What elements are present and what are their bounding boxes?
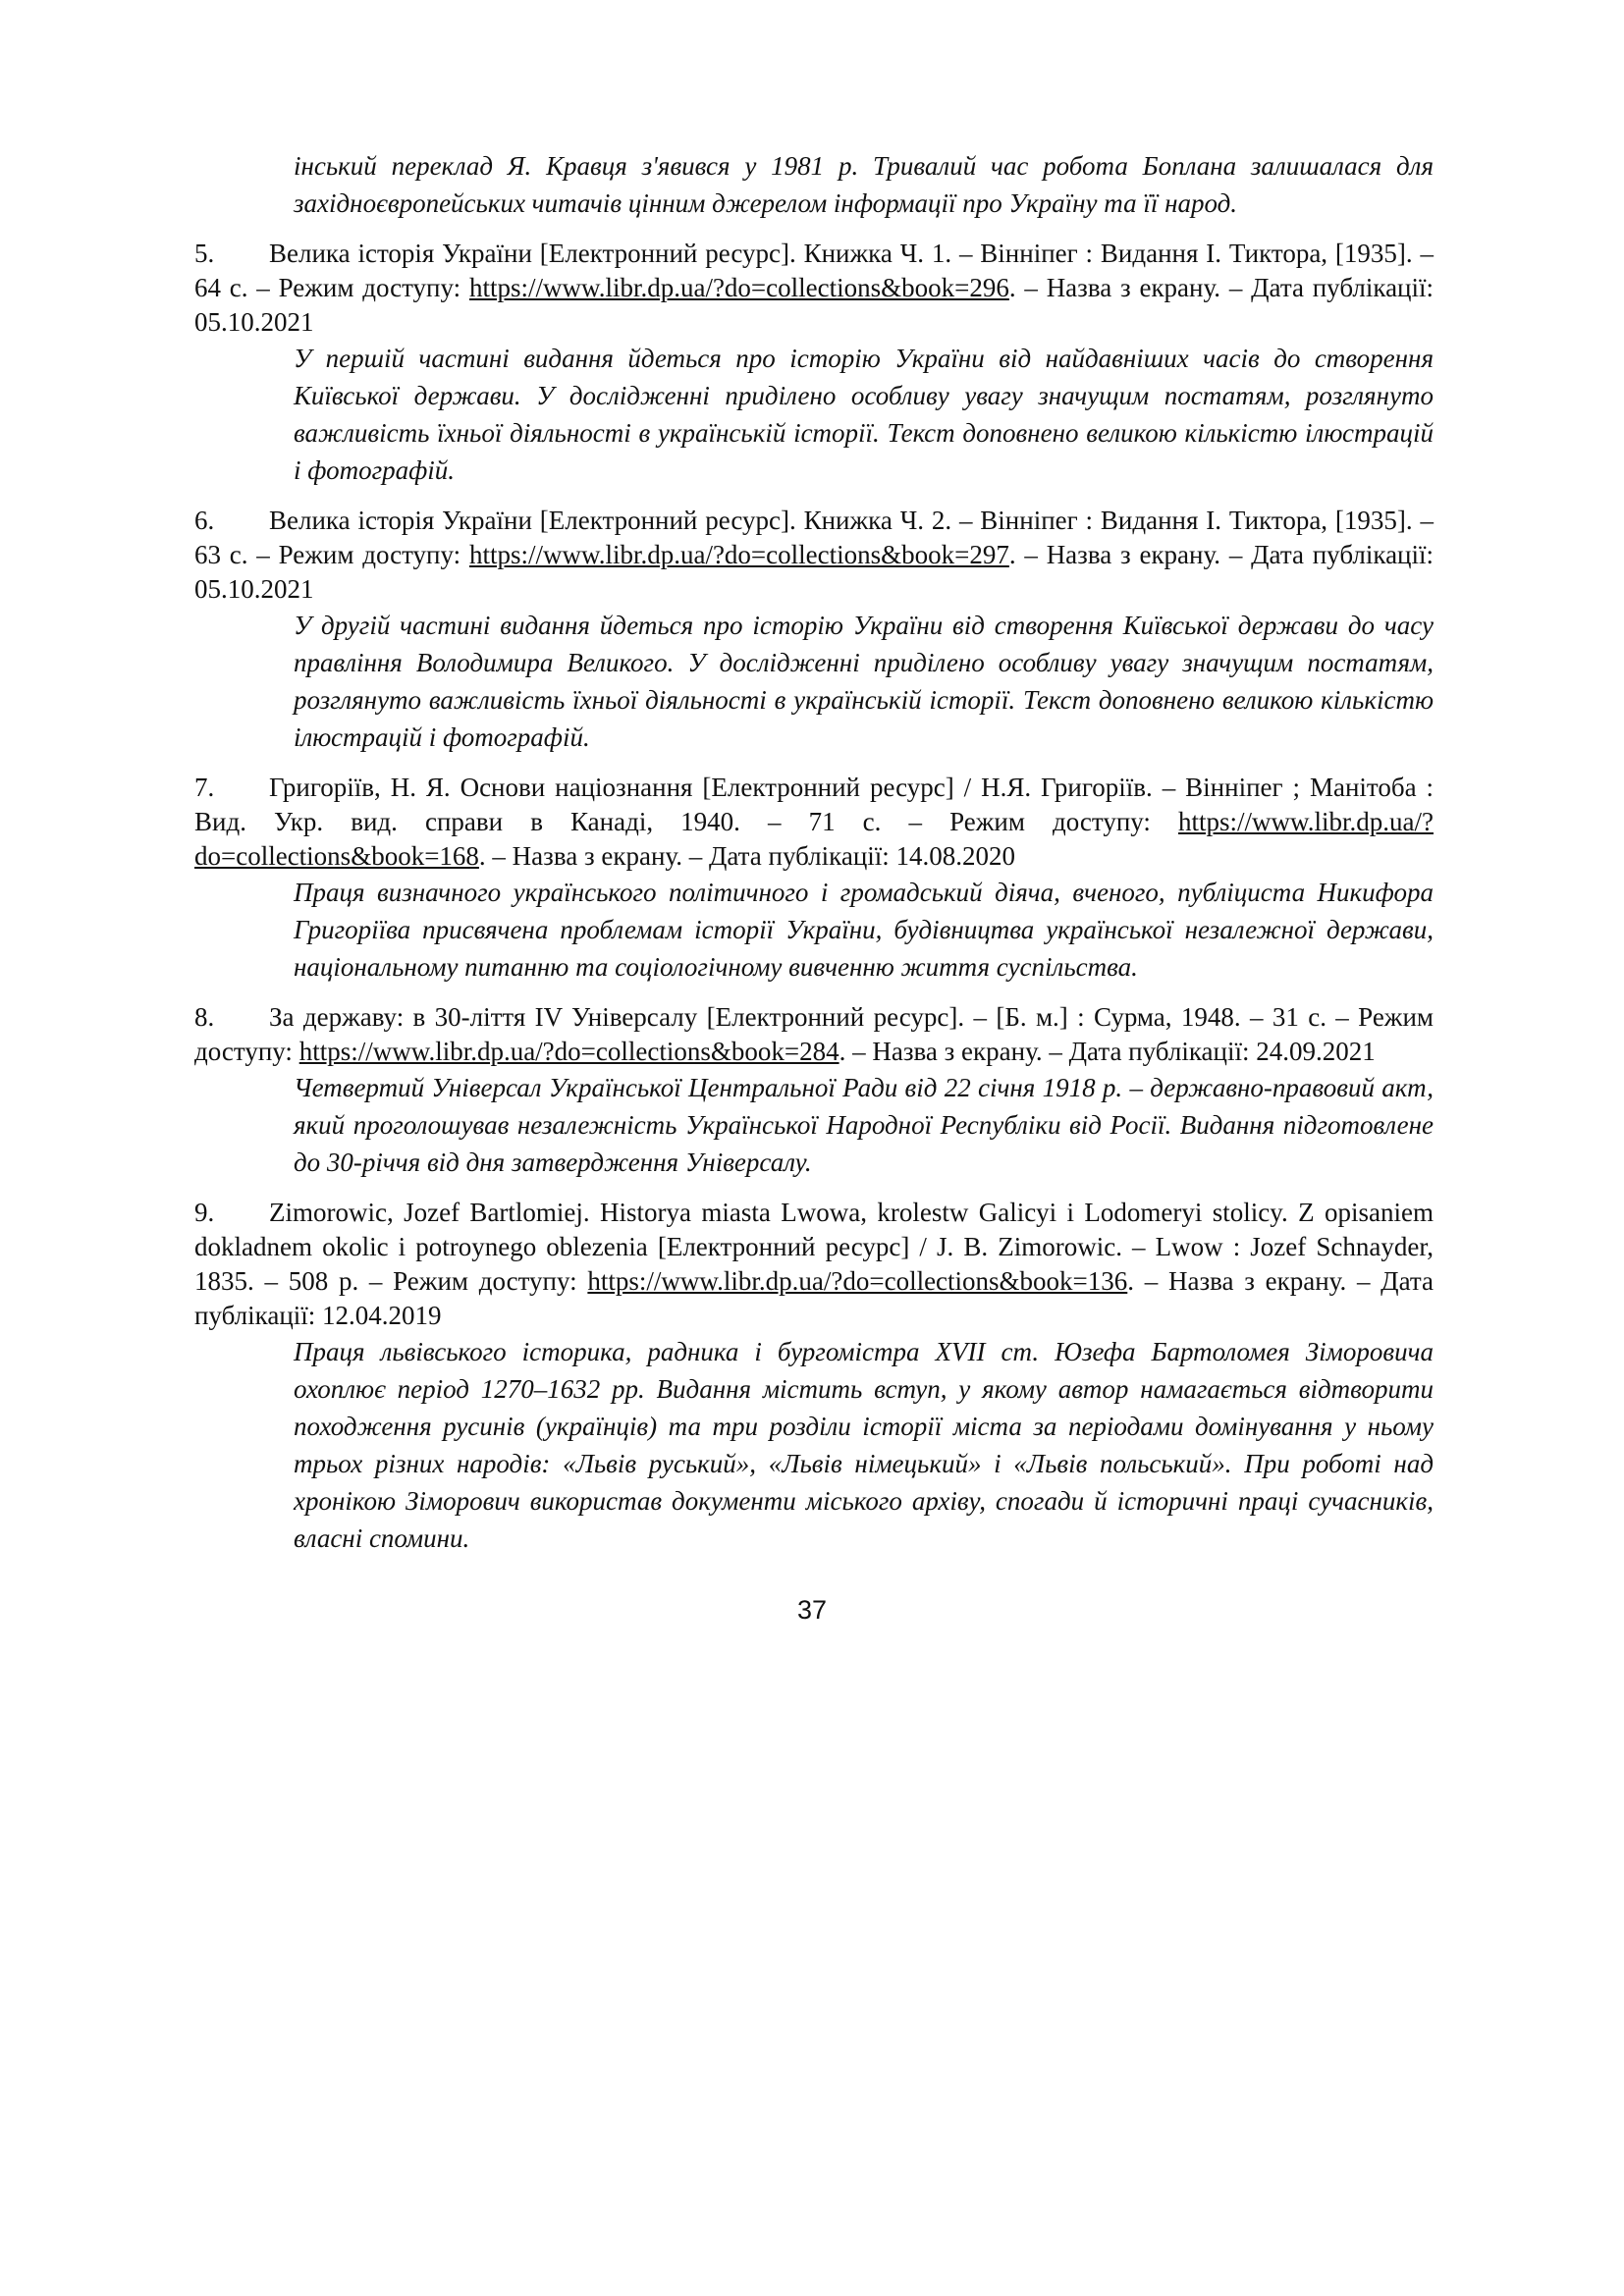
citation-text: Григоріїв, Н. Я. Основи націознання [Електронний ресурс] / Н.Я. Григоріїв. – Вінніпег ; Манітоба : Вид. Укр. вид. справи в Канаді, 1940. – 71 с. – Режим доступу: — [194, 773, 1434, 836]
annotation: Четвертий Універсал Української Центральної Ради від 22 січня 1918 р. – державно-правовий акт, який проголошував незалежність Української Народної Республіки від Росії. Видання підготовлене до 30-річчя від дня затвердження Універсалу. — [294, 1073, 1434, 1177]
list-item — [194, 237, 1434, 489]
citation-text: Zimorowic, Jozef Bartlomiej. Historya miasta Lwowa, krolestw Galicyi i Lodomeryi stolicy. Z opisaniem dokladnem okolic i potroynego oblezenia [Електронний ресурс] / J. B. Zimorowic. – Lwow : Jozef Schnayder, 1835. – 508 p. – Режим доступу: — [194, 1198, 1434, 1296]
annotation: Праця львівського історика, радника і бургомістра XVII ст. Юзефа Бартоломея Зіморовича охоплює період 1270–1632 рр. Видання містить вступ, у якому автор намагається відтворити походження русинів (українців) та три розділи історії міста за періодами домінування у ньому трьох різних народів: «Львів руський», «Львів німецький» і «Львів польський». При роботі над хронікою Зіморович використав документи міського архіву, спогади й історичні праці сучасників, власні спомини. — [294, 1337, 1434, 1553]
list-item — [194, 504, 1434, 756]
citation-text: . – Назва з екрану. – Дата публікації: 12.04.2019 — [194, 1266, 1434, 1330]
entry-number: 8. — [194, 1002, 215, 1032]
resource-link[interactable]: https://www.libr.dp.ua/?do=collections&book=168 — [194, 807, 1434, 871]
list-item — [194, 1196, 1434, 1557]
citation — [194, 237, 1434, 340]
resource-link[interactable]: https://www.libr.dp.ua/?do=collections&book=136 — [587, 1266, 1128, 1296]
annotation: У другій частині видання йдеться про історію України від створення Київської держави до часу правління Володимира Великого. У дослідженні приділено особливу увагу значущим постатям, розглянуто важливість їхньої діяльності в українській історії. Текст доповнено великою кількістю ілюстрацій і фотографій. — [294, 611, 1434, 752]
citation-text: . – Назва з екрану. – Дата публікації: 05.10.2021 — [194, 273, 1434, 337]
document-page — [194, 147, 1434, 1557]
list-item — [194, 771, 1434, 986]
annotation: Праця визначного українського політичного і громадський діяча, вченого, публіциста Никифора Григоріїва присвячена проблемам історії України, будівництва української незалежної держави, національному питанню та соціологічному вивченню життя суспільства. — [294, 878, 1434, 982]
page-number: 37 — [796, 1595, 828, 1625]
citation — [194, 771, 1434, 874]
citation-text: . – Назва з екрану. – Дата публікації: 14.08.2020 — [478, 841, 1016, 871]
annotation: У першій частині видання йдеться про історію України від найдавніших часів до створення Київської держави. У дослідженні приділено особливу увагу значущим постатям, розглянуто важливість їхньої діяльності в українській історії. Текст доповнено великою кількістю ілюстрацій і фотографій. — [294, 344, 1434, 485]
citation — [194, 1196, 1434, 1333]
citation — [194, 1000, 1434, 1069]
entry-number: 5. — [194, 239, 215, 268]
resource-link[interactable]: https://www.libr.dp.ua/?do=collections&book=284 — [298, 1037, 839, 1066]
citation-text: . – Назва з екрану. – Дата публікації: 05.10.2021 — [194, 540, 1434, 604]
citation-text: Велика історія України [Електронний ресурс]. Книжка Ч. 2. – Вінніпег : Видання І. Тиктора, [1935]. – 63 с. – Режим доступу: — [194, 506, 1434, 569]
resource-link[interactable]: https://www.libr.dp.ua/?do=collections&book=297 — [468, 540, 1009, 569]
citation — [194, 504, 1434, 607]
list-item — [194, 1000, 1434, 1181]
citation-text: За державу: в 30-ліття IV Універсалу [Електронний ресурс]. – [Б. м.] : Сурма, 1948. – 31 с. – Режим доступу: — [194, 1002, 1434, 1066]
citation-text: Велика історія України [Електронний ресурс]. Книжка Ч. 1. – Вінніпег : Видання І. Тиктора, [1935]. – 64 с. – Режим доступу: — [194, 239, 1434, 302]
entry-number: 6. — [194, 506, 215, 535]
intro-annotation: інський переклад Я. Кравця з'явився у 1981 р. Тривалий час робота Боплана залишалася для західноєвропейських читачів цінним джерелом інформації про Україну та її народ. — [294, 151, 1434, 218]
resource-link[interactable]: https://www.libr.dp.ua/?do=collections&book=296 — [468, 273, 1009, 302]
citation-text: . – Назва з екрану. – Дата публікації: 24.09.2021 — [839, 1037, 1376, 1066]
entry-number: 7. — [194, 773, 215, 802]
entry-number: 9. — [194, 1198, 215, 1227]
